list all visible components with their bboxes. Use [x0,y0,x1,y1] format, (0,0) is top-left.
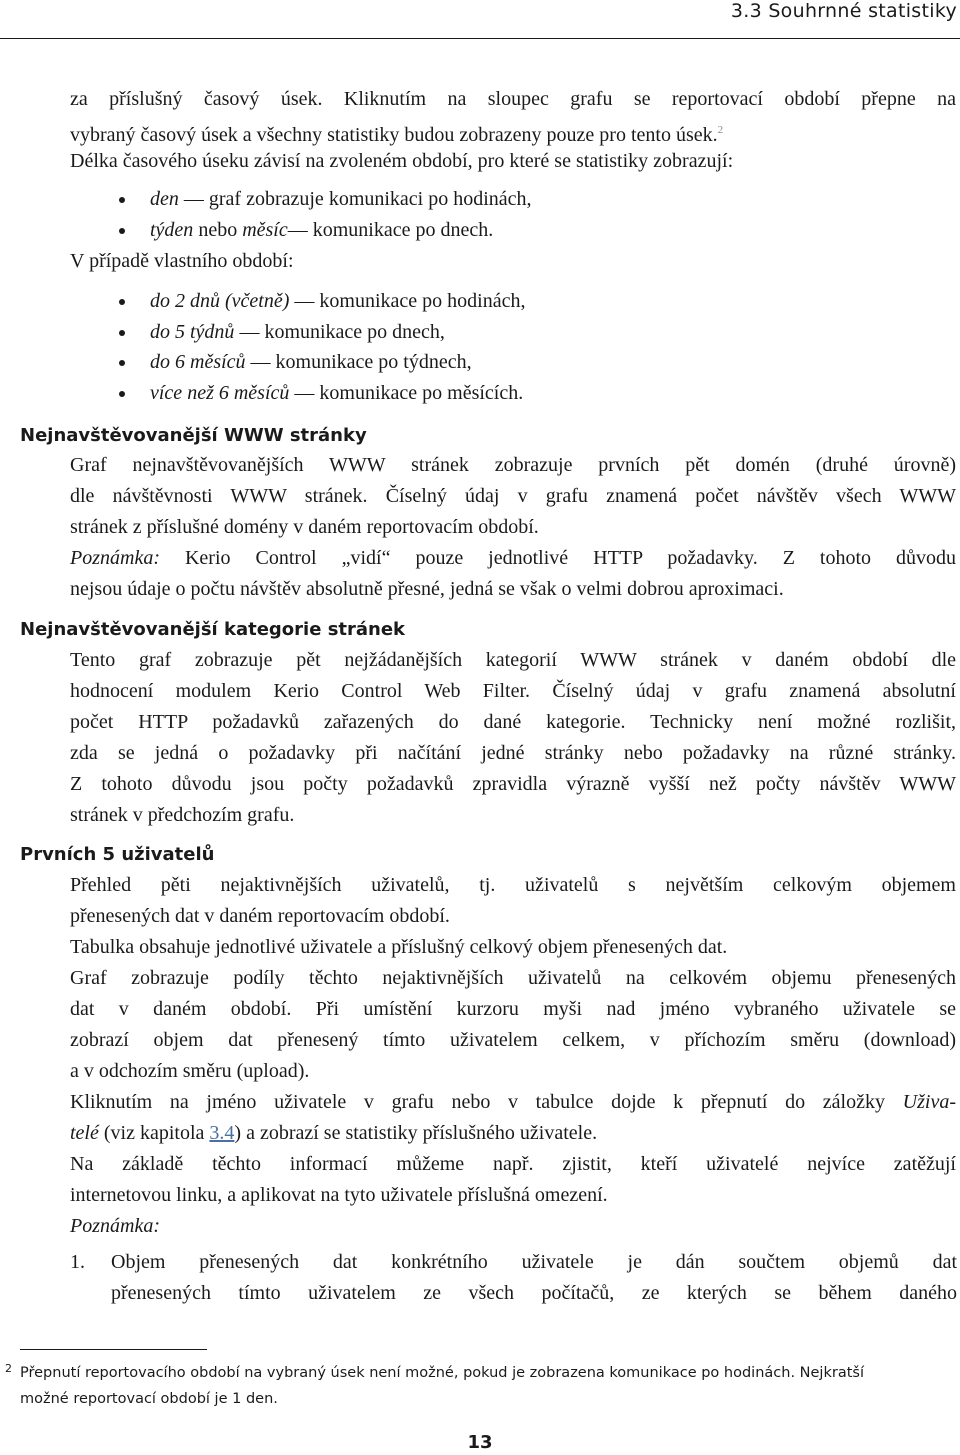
www-line-1: Graf nejnavštěvovanějších WWW stránek zobrazuje prvních pět domén (druhé úrovně) [70,454,956,476]
categories-line-6: stránek v předchozím grafu. [70,804,295,826]
list-item [150,378,523,409]
users-line: Na základě těchto informací můžeme např. zjistit, kteří uživatelé nejvíce zatěžují [70,1153,956,1175]
bullet-icon [119,228,125,234]
users-line [70,1118,956,1149]
numbered-item-line: přenesených tímto uživatelem ze všech počítačů, ze kterých se během daného [111,1282,957,1304]
footnote-line-2: možné reportovací období je 1 den. [20,1391,278,1407]
categories-line-1: Tento graf zobrazuje pět nejžádanějších kategorií WWW stránek v daném období dle [70,649,956,671]
intro-paragraph [70,84,956,177]
chapter-link[interactable]: 3.4 [209,1122,235,1144]
footnote-mark: 2 [5,1362,12,1375]
categories-paragraph [70,645,956,831]
footnote-ref[interactable]: 2 [717,124,724,136]
users-paragraph [70,870,956,1242]
bullet-icon [119,391,125,397]
list-item [150,286,525,317]
www-line-3: stránek z příslušné domény v daném reportovacím období. [70,516,539,538]
note-label: Poznámka: [70,1215,160,1237]
users-line: zobrazí objem dat přenesený tímto uživatelem celkem, v příchozím směru (download) [70,1029,956,1051]
list-item-term: týden [150,219,194,241]
list-item-text: — komunikace po týdnech, [245,351,472,373]
users-note-line [70,1211,956,1242]
list-item-middle: nebo [193,219,243,241]
users-line: Tabulka obsahuje jednotlivé uživatele a příslušný celkový objem přenesených dat. [70,936,728,958]
list-item [150,317,445,348]
footnote-line-1: Přepnutí reportovacího období na vybraný úsek není možné, pokud je zobrazena komunikace po hodinách. Nejkratší [20,1365,864,1381]
www-note-text: Kerio Control „vidí“ pouze jednotlivé HTTP požadavky. Z tohoto důvodu [159,547,956,569]
users-line [70,1087,956,1118]
numbered-item-line: Objem přenesených dat konkrétního uživatele je dán součtem objemů dat [111,1251,957,1273]
list-item [150,347,472,378]
bullet-icon [119,299,125,305]
www-note-line-2: nejsou údaje o počtu návštěv absolutně přesné, jedná se však o velmi dobrou aproximaci. [70,578,784,600]
page-number: 13 [467,1432,493,1453]
list-item-term: do 6 měsíců [150,351,246,373]
list-item-text: — komunikace po hodinách, [289,290,526,312]
users-line-text: Kliknutím na jméno uživatele v grafu nebo v tabulce dojde k přepnutí do záložky [70,1091,903,1113]
numbered-item-number: 1. [70,1251,85,1273]
users-line: internetovou linku, a aplikovat na tyto uživatele příslušná omezení. [70,1184,608,1206]
list-item-text: — komunikace po dnech. [287,219,494,241]
note-label: Poznámka: [70,547,160,569]
section-heading-categories: Nejnavštěvovanější kategorie stránek [20,619,406,640]
www-note-line-1 [70,543,956,574]
footnote [5,1360,958,1412]
custom-period-intro [70,246,956,277]
users-line: a v odchozím směru (upload). [70,1060,310,1082]
users-line: Graf zobrazuje podíly těchto nejaktivnějších uživatelů na celkovém objemu přenesených [70,967,956,989]
categories-line-2: hodnocení modulem Kerio Control Web Filter. Číselný údaj v grafu znamená absolutní [70,680,956,702]
categories-line-5: Z tohoto důvodu jsou počty požadavků zpravidla výrazně vyšší než počty návštěv WWW [70,773,956,795]
section-heading-users: Prvních 5 uživatelů [20,844,215,865]
list-item-term: více než 6 měsíců [150,382,290,404]
running-header: 3.3 Souhrnné statistiky [730,0,957,22]
list-item [150,215,493,246]
categories-line-3: počet HTTP požadavků zařazených do dané kategorie. Technicky není možné rozlišit, [70,711,956,733]
list-item-text: — graf zobrazuje komunikaci po hodinách, [178,188,532,210]
bullet-icon [119,197,125,203]
users-line: Přehled pěti nejaktivnějších uživatelů, tj. uživatelů s největším celkovým objemem [70,874,956,896]
list-item-term: do 5 týdnů [150,321,235,343]
list-item [150,184,532,215]
list-item-text: — komunikace po dnech, [234,321,445,343]
header-rule [0,38,960,39]
users-line: dat v daném období. Při umístění kurzoru myši nad jméno vybraného uživatele se [70,998,956,1020]
list-item-text: — komunikace po měsících. [289,382,524,404]
list-item-term-2: měsíc [242,219,288,241]
intro-line-2-text: vybraný časový úsek a všechny statistiky budou zobrazeny pouze pro tento úsek. [70,124,718,146]
numbered-item [111,1247,957,1309]
intro-line-2 [70,115,956,146]
custom-period-intro-text: V případě vlastního období: [70,250,294,272]
users-line: přenesených dat v daném reportovacím období. [70,905,450,927]
users-line-text: ) a zobrazí se statistiky příslušného uživatele. [234,1122,598,1144]
www-line-2: dle návštěvnosti WWW stránek. Číselný údaj v grafu znamená počet návštěv všech WWW [70,485,956,507]
bullet-icon [119,330,125,336]
bullet-icon [119,360,125,366]
intro-line-3: Délka časového úseku závisí na zvoleném období, pro které se statistiky zobrazují: [70,150,734,172]
list-item-term: do 2 dnů (včetně) [150,290,290,312]
tab-name-users-end: telé [70,1122,99,1144]
intro-line-1: za příslušný časový úsek. Kliknutím na sloupec grafu se reportovací období přepne na [70,88,956,110]
tab-name-users: Uživa- [902,1091,956,1113]
categories-line-4: zda se jedná o požadavky při načítání jedné stránky nebo požadavky na různé stránky. [70,742,956,764]
www-paragraph [70,450,956,605]
list-item-term: den [150,188,179,210]
section-heading-www: Nejnavštěvovanější WWW stránky [20,425,367,446]
users-line-text: (viz kapitola [98,1122,210,1144]
footnote-rule [20,1349,207,1350]
